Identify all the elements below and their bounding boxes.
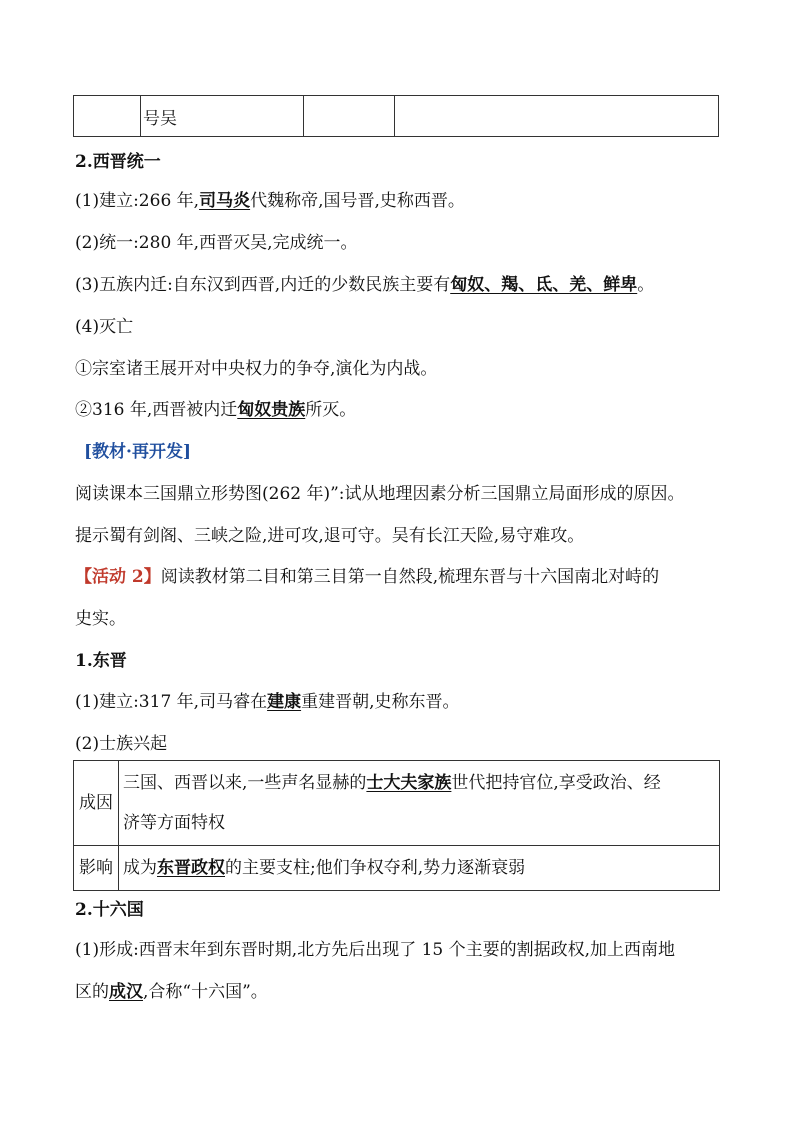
- text: 所灭。: [305, 400, 357, 420]
- table-cell: [119, 761, 720, 846]
- text: 济等方面特权: [123, 813, 225, 833]
- paragraph: 史实。: [75, 609, 126, 629]
- table-row: [74, 96, 719, 137]
- table-cell: [304, 96, 395, 137]
- key-term: 建康: [267, 692, 302, 712]
- paragraph: [75, 273, 654, 297]
- paragraph: [75, 189, 465, 213]
- text: 世代把持官位,享受政治、经: [451, 773, 661, 793]
- section-heading: 1.东晋: [75, 651, 127, 671]
- paragraph: (2)士族兴起: [75, 734, 168, 754]
- section-heading: 2.西晋统一: [75, 152, 161, 172]
- text: (1)建立:317 年,司马睿在: [75, 692, 268, 712]
- section-heading: 2.十六国: [75, 900, 144, 920]
- paragraph: (2)统一:280 年,西晋灭吴,完成统一。: [75, 233, 358, 253]
- paragraph: (4)灭亡: [75, 317, 134, 337]
- table-cell: 号吴: [141, 96, 304, 137]
- table-row: [74, 761, 720, 846]
- paragraph: (1)形成:西晋末年到东晋时期,北方先后出现了 15 个主要的割据政权,加上西南地: [75, 940, 676, 960]
- key-term: 司马炎: [199, 191, 251, 211]
- text: 。: [637, 275, 655, 295]
- paragraph: [75, 398, 356, 422]
- text: 重建晋朝,史称东晋。: [301, 692, 460, 712]
- text: ,合称“十六国”。: [143, 982, 268, 1002]
- key-term: 士大夫家族: [366, 773, 452, 793]
- material-tag: [教材·再开发]: [84, 442, 192, 462]
- activity-tag: 【活动 2】: [75, 567, 161, 587]
- table-cell: [395, 96, 719, 137]
- row-label: 成因: [74, 761, 119, 846]
- text: ②316 年,西晋被内迁: [75, 400, 238, 420]
- text: 阅读教材第二目和第三目第一自然段,梳理东晋与十六国南北对峙的: [160, 567, 660, 587]
- text: (3)五族内迁:自东汉到西晋,内迁的少数民族主要有: [75, 275, 451, 295]
- top-table: [73, 95, 719, 137]
- paragraph: [75, 980, 268, 1004]
- text: 区的: [75, 982, 109, 1002]
- key-term: 东晋政权: [157, 858, 225, 878]
- paragraph: 提示蜀有剑阁、三峡之险,进可攻,退可守。吴有长江天险,易守难攻。: [75, 526, 585, 546]
- text: (1)建立:266 年,: [75, 191, 200, 211]
- text: 的主要支柱;他们争权夺利,势力逐渐衰弱: [225, 858, 526, 878]
- key-term: 匈奴贵族: [237, 400, 306, 420]
- row-label: 影响: [74, 846, 119, 891]
- table-cell: [119, 846, 720, 891]
- table-cell: [74, 96, 141, 137]
- gentry-table: [73, 760, 720, 891]
- text: 代魏称帝,国号晋,史称西晋。: [250, 191, 465, 211]
- paragraph: ①宗室诸王展开对中央权力的争夺,演化为内战。: [75, 359, 438, 379]
- key-term: 匈奴、羯、氐、羌、鲜卑: [450, 275, 638, 295]
- key-term: 成汉: [109, 982, 143, 1002]
- table-row: [74, 846, 720, 891]
- paragraph: [75, 565, 659, 589]
- paragraph: 阅读课本三国鼎立形势图(262 年)”:试从地理因素分析三国鼎立局面形成的原因。: [75, 484, 685, 504]
- text: 三国、西晋以来,一些声名显赫的: [123, 773, 367, 793]
- text: 成为: [123, 858, 157, 878]
- paragraph: [75, 690, 459, 714]
